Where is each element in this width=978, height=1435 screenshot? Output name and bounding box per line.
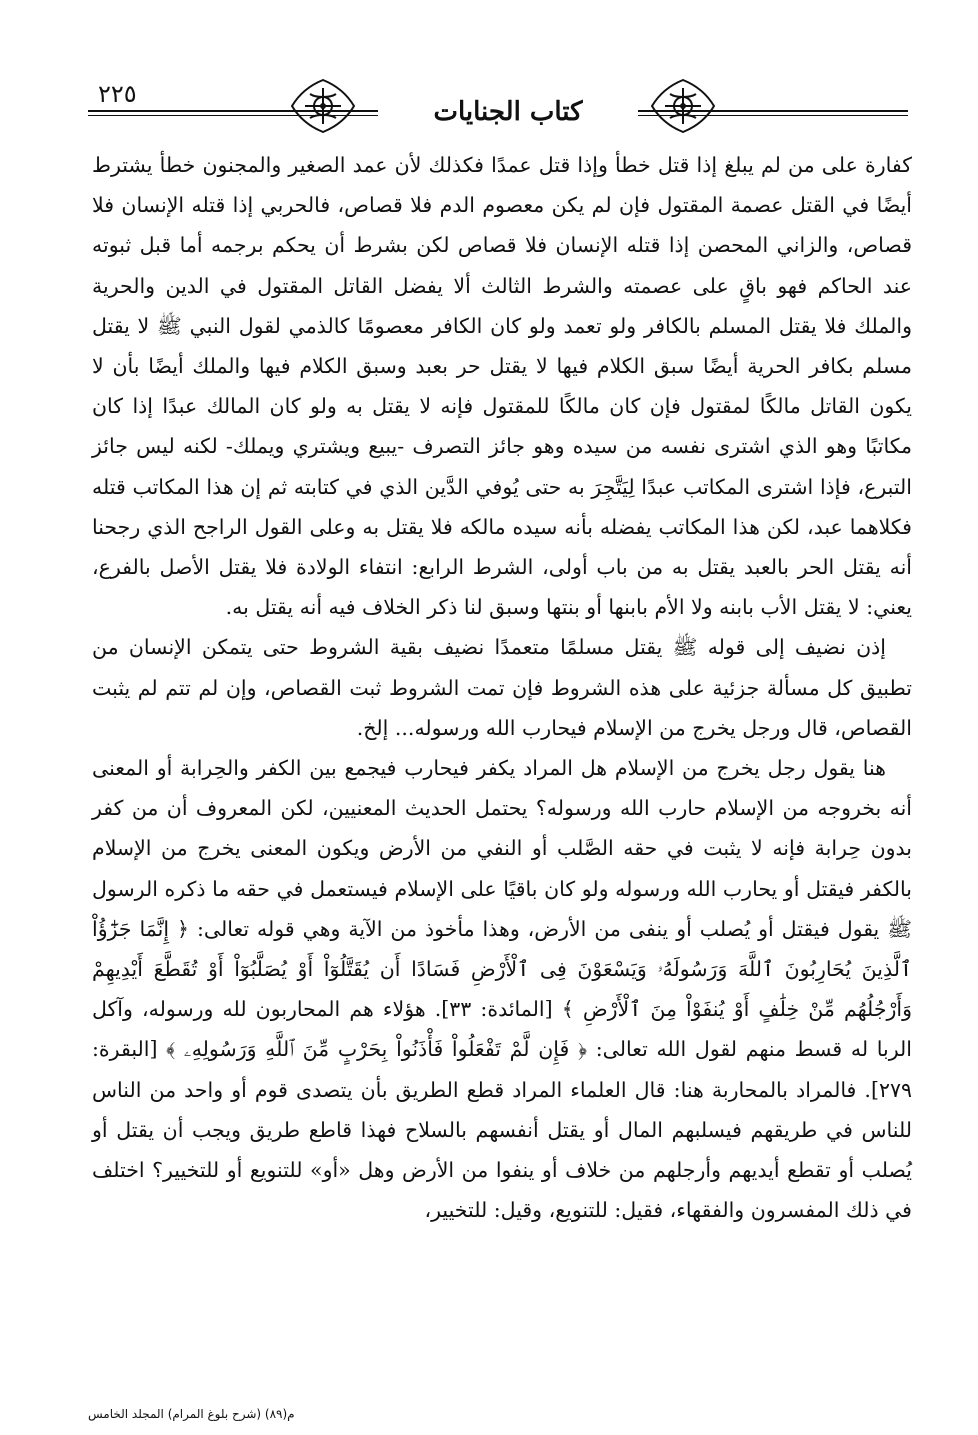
page-header (88, 70, 908, 140)
paragraph: هنا يقول رجل يخرج من الإسلام هل المراد يكفر فيحارب فيجمع بين الكفر والحِرابة أو المعنى أنه بخروجه من الإسلام حارب الله ورسوله؟ يحتمل الحديث المعنيين، لكن المعروف أن من كفر بدون حِرابة فإنه لا يثبت في حقه الصَّلب أو النفي من الأرض ويكون المعنى يخرج من الإسلام بالكفر فيقتل أو يحارب الله ورسوله ولو كان باقيًا على الإسلام فيستعمل في حقه ما ذكره الرسول ﷺ يقول فيقتل أو يُصلب أو ينفى من الأرض، وهذا مأخوذ من الآية وهي قوله تعالى: ﴿ إِنَّمَا جَزَٰٓؤُاْ ٱلَّذِينَ يُحَارِبُونَ ٱللَّهَ وَرَسُولَهُۥ وَيَسْعَوْنَ فِى ٱلْأَرْضِ فَسَادًا أَن يُقَتَّلُوٓاْ أَوْ يُصَلَّبُوٓاْ أَوْ تُقَطَّعَ أَيْدِيهِمْ وَأَرْجُلُهُم مِّنْ خِلَٰفٍ أَوْ يُنفَوْاْ مِنَ ٱلْأَرْضِ ﴾ [المائدة: ٣٣]. هؤلاء هم المحاربون لله ورسوله، وآكل الربا له قسط منهم لقول الله تعالى: ﴿ فَإِن لَّمْ تَفْعَلُواْ فَأْذَنُواْ بِحَرْبٍ مِّنَ ٱللَّهِ وَرَسُولِهِۦ ﴾ [البقرة: ٢٧٩]. فالمراد بالمحاربة هنا: قال العلماء المراد قطع الطريق بأن يتصدى قوم أو واحد من الناس للناس في طريقهم فيسلبهم المال أو يقتل أنفسهم بالسلاح فهذا قاطع طريق ويجب أن يقتل أو يُصلب أو تقطع أيديهم وأرجلهم من خلاف أو ينفوا من الأرض وهل «أو» للتنويع أو للتخيير؟ اختلف في ذلك المفسرون والفقهاء، فقيل: للتنويع، وقيل: للتخيير، (92, 756, 912, 1223)
right-ornament-icon (648, 76, 718, 136)
footer-signature: م(٨٩) (شرح بلوغ المرام) المجلد الخامس (88, 1407, 295, 1421)
body-text (92, 145, 912, 1230)
chapter-title: كتاب الجنايات (378, 92, 638, 132)
page-number: ٢٢٥ (98, 80, 137, 108)
left-ornament-icon (288, 76, 358, 136)
paragraph: إذن نضيف إلى قوله ﷺ يقتل مسلمًا متعمدًا نضيف بقية الشروط حتى يتمكن الإنسان من تطبيق كل مسألة جزئية على هذه الشروط فإن تمت الشروط ثبت القصاص، وإن لم تتم لم يثبت القصاص، قال ورجل يخرج من الإسلام فيحارب الله ورسوله... إلخ. (92, 635, 912, 740)
paragraph: كفارة على من لم يبلغ إذا قتل خطأ وإذا قتل عمدًا فكذلك لأن عمد الصغير والمجنون خطأ يشترط أيضًا في القتل عصمة المقتول فإن لم يكن معصوم الدم فلا قصاص، فالحربي إذا قتله الإنسان فلا قصاص، والزاني المحصن إذا قتله الإنسان فلا قصاص لكن بشرط أن يحكم برجمه أما قبل ثبوته عند الحاكم فهو باقٍ على عصمته والشرط الثالث ألا يفضل القاتل المقتول في الدين والحرية والملك فلا يقتل المسلم بالكافر ولو تعمد ولو كان الكافر معصومًا كالذمي لقول النبي ﷺ لا يقتل مسلم بكافر الحرية أيضًا سبق الكلام فيها لا يقتل حر بعبد وسبق الكلام فيها والملك أيضًا بأن لا يكون القاتل مالكًا لمقتول فإن كان مالكًا للمقتول فإنه لا يقتل به ولو كان المالك عبدًا إذا كان مكاتبًا وهو الذي اشترى نفسه من سيده وهو جائز التصرف -يبيع ويشتري ويملك- لكنه ليس جائز التبرع، فإذا اشترى المكاتب عبدًا لِيَتَّجِرَ به حتى يُوفي الدَّين الذي في كتابته ثم إن هذا المكاتب قتله فكلاهما عبد، لكن هذا المكاتب يفضله بأنه سيده مالكه فلا يقتل به وعلى القول الراجح الذي رجحنا أنه يقتل الحر بالعبد يقتل به من باب أولى، الشرط الرابع: انتفاء الولادة فلا يقتل الأصل بالفرع، يعني: لا يقتل الأب بابنه ولا الأم بابنها أو بنتها وسبق لنا ذكر الخلاف فيه أنه يقتل به. (92, 153, 912, 620)
